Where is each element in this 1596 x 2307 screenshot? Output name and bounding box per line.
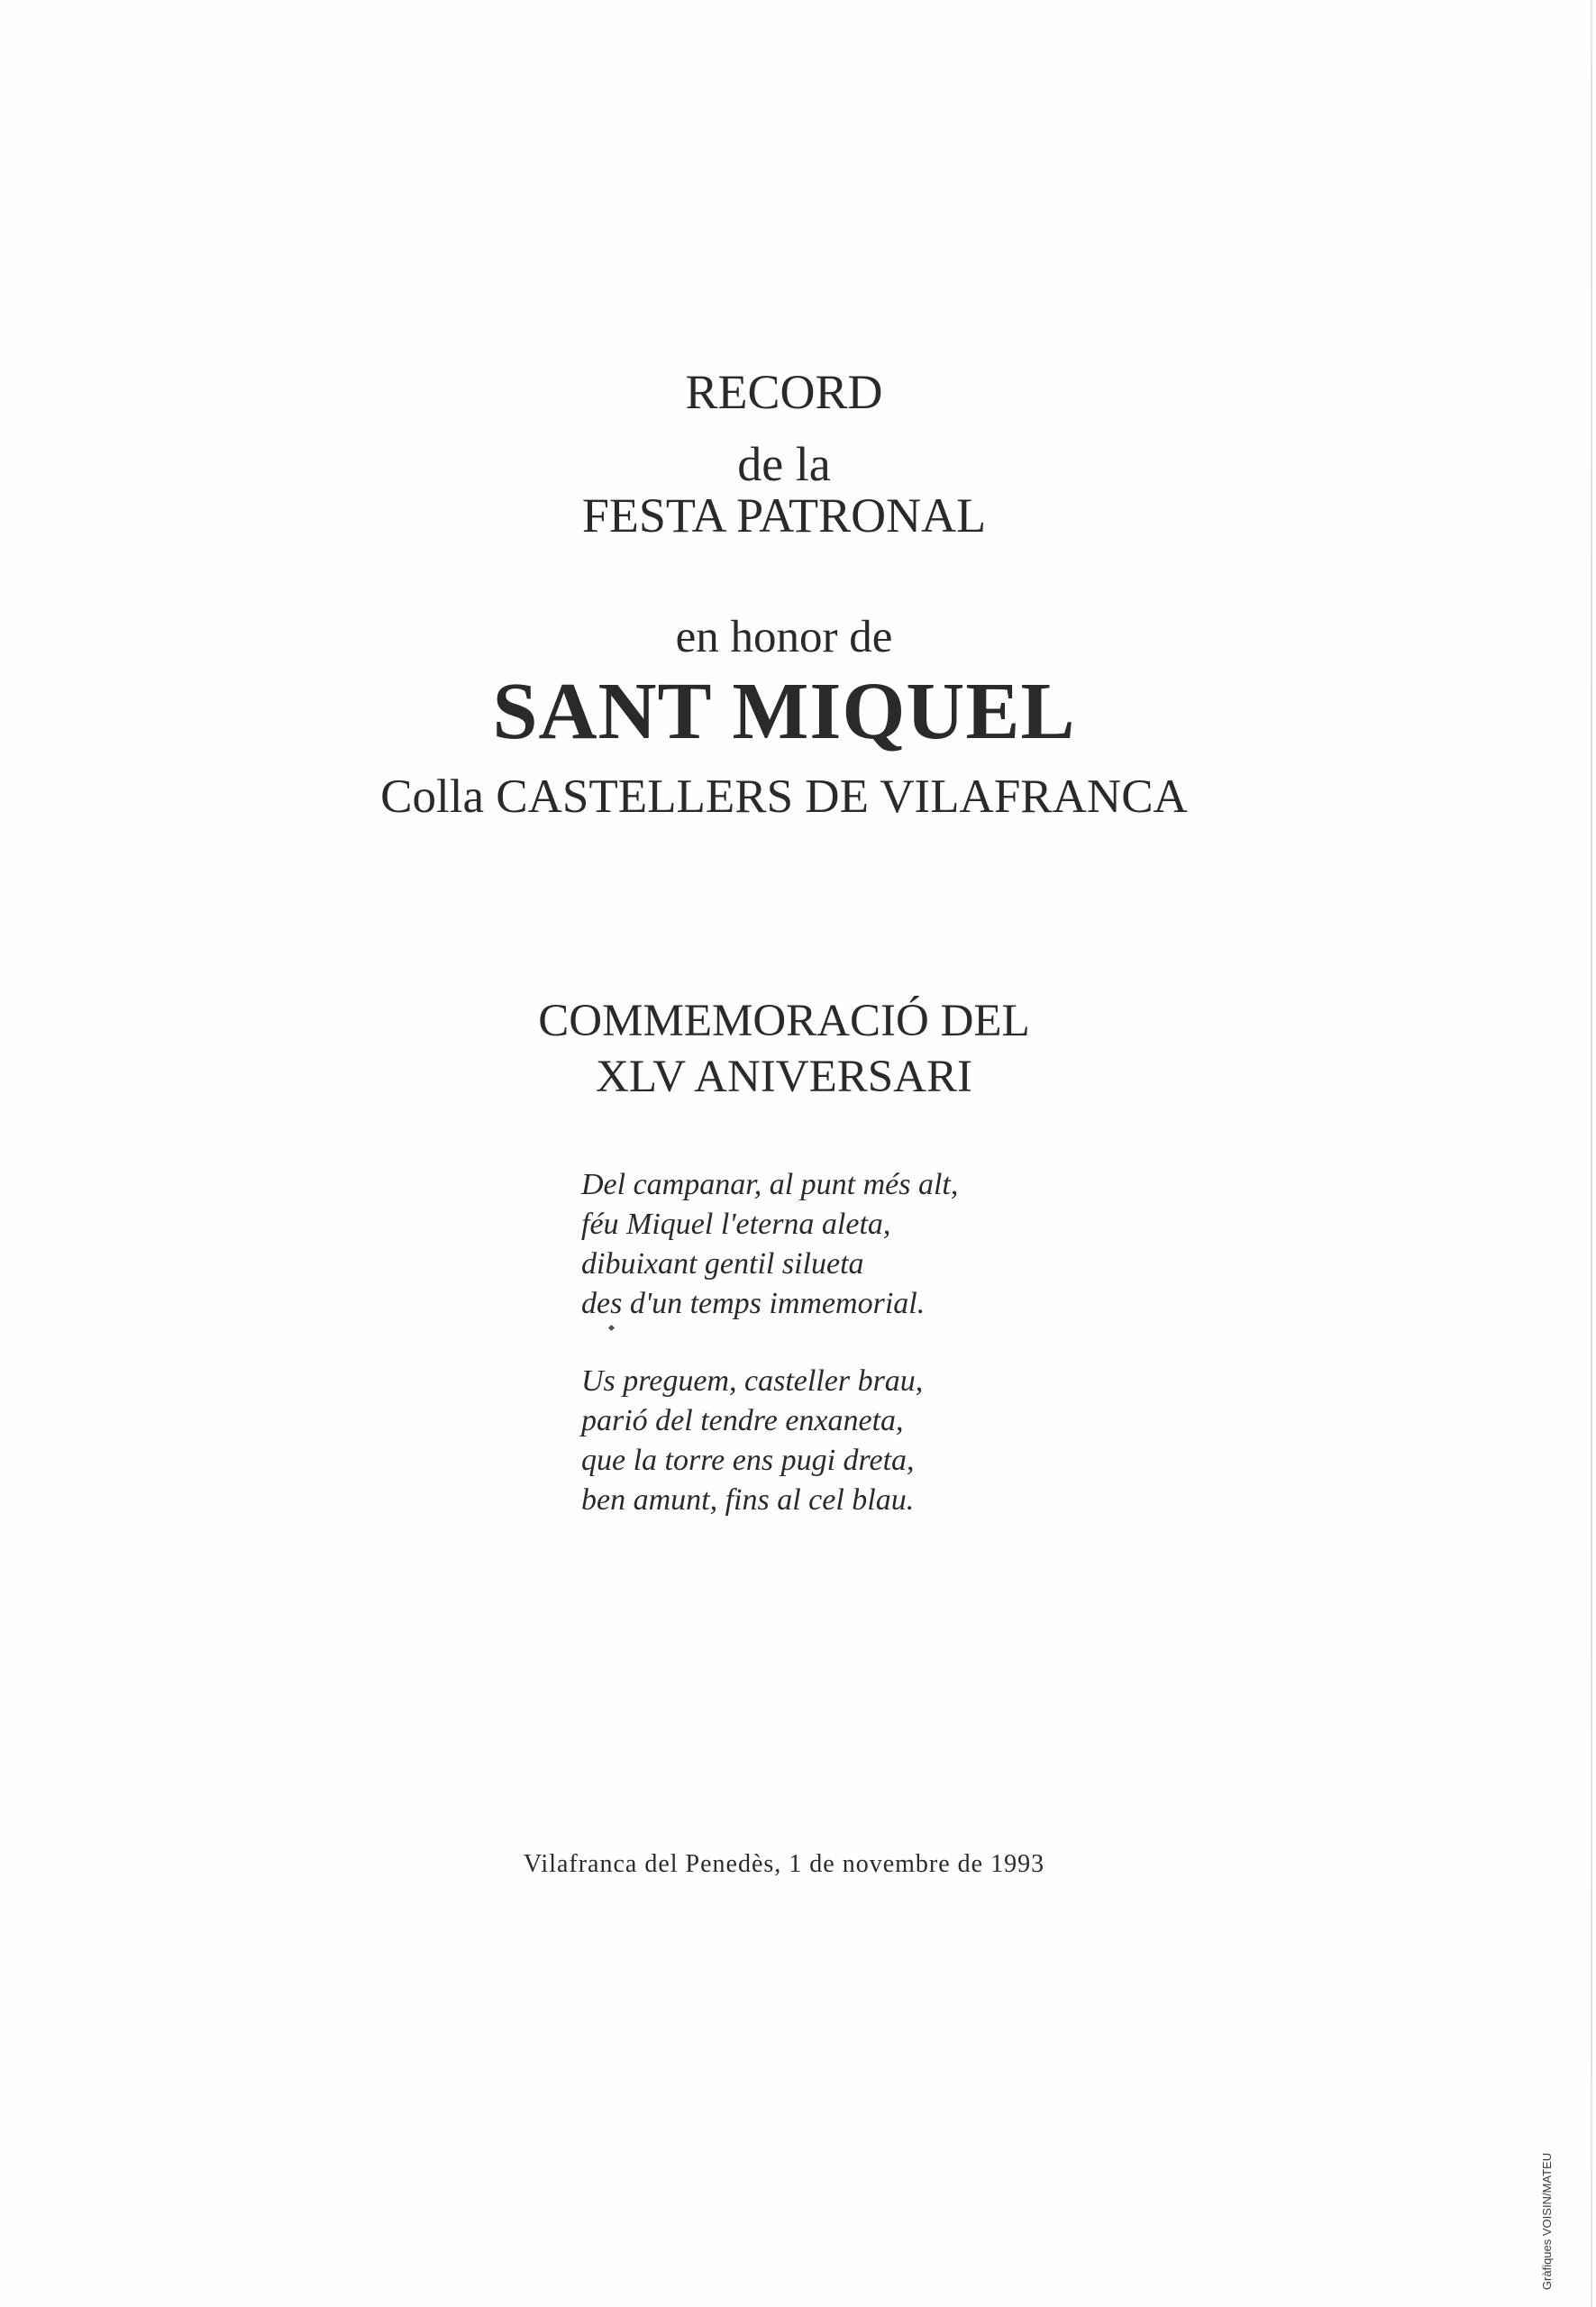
heading-sant-miquel: SANT MIQUEL <box>492 667 1076 756</box>
poem-line: Us preguem, casteller brau, <box>581 1364 924 1398</box>
heading-de-la: de la <box>737 437 831 491</box>
poem-line: parió del tendre enxaneta, <box>581 1404 904 1437</box>
poem-line: que la torre ens pugi dreta, <box>581 1444 915 1477</box>
place-and-date: Vilafranca del Penedès, 1 de novembre de 1993 <box>523 1850 1045 1878</box>
heading-festa-patronal: FESTA PATRONAL <box>581 488 987 543</box>
poem-stanza-2 <box>581 1366 923 1525</box>
poem-line: féu Miquel l'eterna aleta, <box>581 1208 891 1241</box>
commemoration-line-1: COMMEMORACIÓ DEL <box>538 996 1030 1046</box>
poem-line: ben amunt, fins al cel blau. <box>581 1483 915 1517</box>
heading-en-honor-de: en honor de <box>675 612 893 662</box>
poem-line: des d'un temps immemorial. <box>581 1287 926 1320</box>
poem-line: Del campanar, al punt més alt, <box>581 1168 959 1201</box>
heading-colla: Colla CASTELLERS DE VILAFRANCA <box>380 771 1188 823</box>
heading-record: RECORD <box>685 365 883 419</box>
printer-credit-text: Gràfiques VOISIN/MATEU <box>1540 2152 1554 2291</box>
poem-stanza-1 <box>581 1170 958 1328</box>
poem-line: dibuixant gentil silueta <box>581 1247 864 1281</box>
page-edge <box>1591 0 1592 2307</box>
commemoration-line-2: XLV ANIVERSARI <box>596 1052 972 1102</box>
